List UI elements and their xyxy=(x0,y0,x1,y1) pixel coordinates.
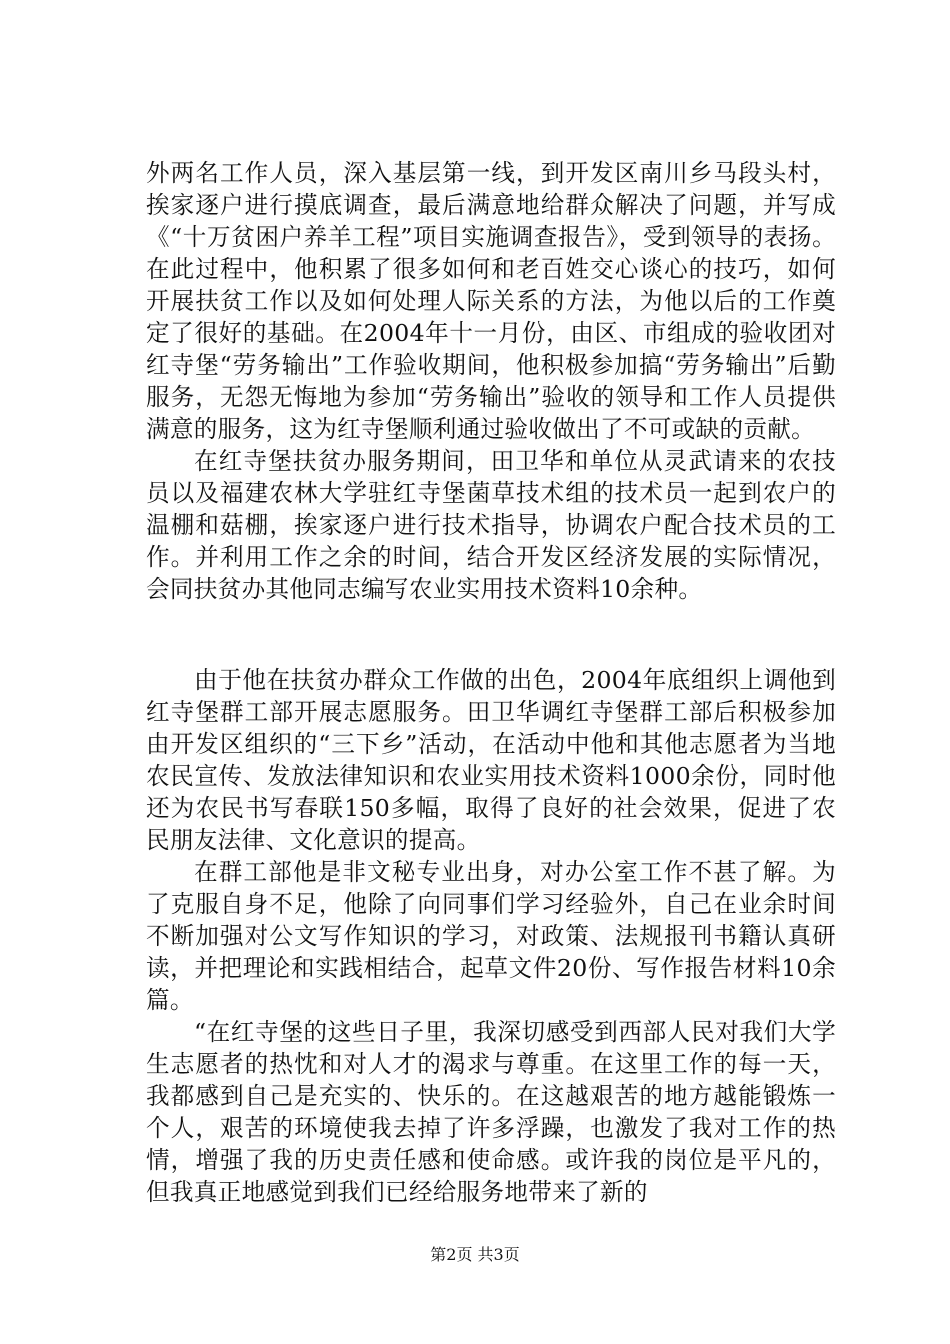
text-block-bottom xyxy=(146,664,836,1208)
page-number-label: 第2页 共3页 xyxy=(430,1245,520,1264)
paragraph-4: 在群工部他是非文秘专业出身，对办公室工作不甚了解。为了克服自身不足，他除了向同事们学习经验外，自己在业余时间不断加强对公文写作知识的学习，对政策、法规报刊书籍认真研读，并把理论和实践相结合，起草文件20份、写作报告材料10余篇。 xyxy=(146,858,836,1014)
paragraph-3: 由于他在扶贫办群众工作做的出色，2004年底组织上调他到红寺堡群工部开展志愿服务。田卫华调红寺堡群工部后积极参加由开发区组织的“三下乡”活动，在活动中他和其他志愿者为当地农民宣传、发放法律知识和农业实用技术资料1000余份，同时他还为农民书写春联150多幅，取得了良好的社会效果，促进了农民朋友法律、文化意识的提高。 xyxy=(146,666,836,854)
paragraph-1: 外两名工作人员，深入基层第一线，到开发区南川乡马段头村，挨家逐户进行摸底调查，最后满意地给群众解决了问题，并写成《“十万贫困户养羊工程”项目实施调查报告》，受到领导的表扬。在此过程中，他积累了很多如何和老百姓交心谈心的技巧，如何开展扶贫工作以及如何处理人际关系的方法，为他以后的工作奠定了很好的基础。在2004年十一月份，由区、市组成的验收团对红寺堡“劳务输出”工作验收期间，他积极参加搞“劳务输出”后勤服务，无怨无悔地为参加“劳务输出”验收的领导和工作人员提供满意的服务，这为红寺堡顺利通过验收做出了不可或缺的贡献。 xyxy=(146,159,836,443)
paragraph-5: “在红寺堡的这些日子里，我深切感受到西部人民对我们大学生志愿者的热忱和对人才的渴求与尊重。在这里工作的每一天，我都感到自己是充实的、快乐的。在这越艰苦的地方越能锻炼一个人，艰苦的环境使我去掉了许多浮躁，也激发了我对工作的热情，增强了我的历史责任感和使命感。或许我的岗位是平凡的，但我真正地感觉到我们已经给服务地带来了新的 xyxy=(146,1018,836,1206)
page-footer xyxy=(0,1245,950,1265)
paragraph-2: 在红寺堡扶贫办服务期间，田卫华和单位从灵武请来的农技员以及福建农林大学驻红寺堡菌草技术组的技术员一起到农户的温棚和菇棚，挨家逐户进行技术指导，协调农户配合技术员的工作。并利用工作之余的时间，结合开发区经济发展的实际情况，会同扶贫办其他同志编写农业实用技术资料10余种。 xyxy=(146,447,836,603)
text-block-top xyxy=(146,157,836,605)
